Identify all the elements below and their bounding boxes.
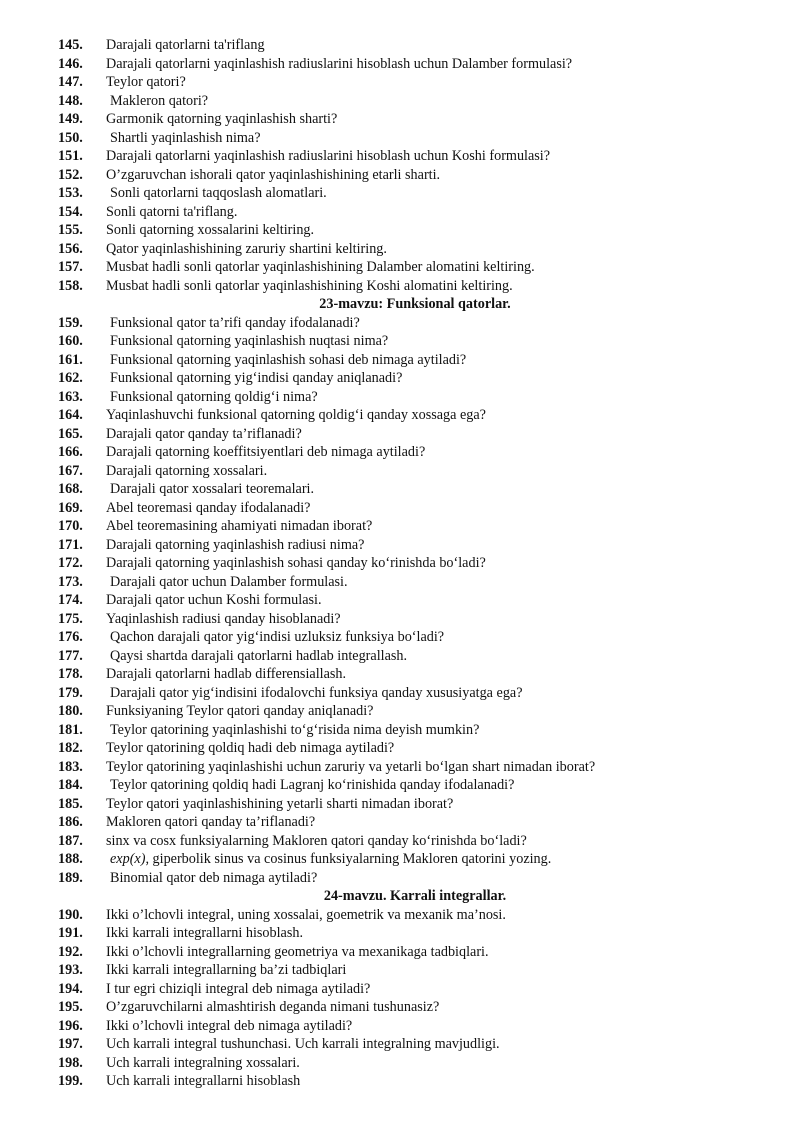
question-number: 182. [58, 740, 83, 756]
question-number: 174. [58, 592, 83, 608]
question-number: 177. [58, 647, 83, 664]
question-item [0, 776, 800, 795]
question-number: 147. [58, 74, 83, 90]
question-item [0, 388, 800, 407]
question-text: Darajali qator qanday ta’riflanadi? [106, 425, 302, 442]
question-number: 164. [58, 407, 83, 423]
question-number: 172. [58, 555, 83, 571]
question-number: 196. [58, 1017, 83, 1034]
question-number: 148. [58, 92, 83, 109]
question-text: Sonli qatorning xossalarini keltiring. [106, 222, 315, 238]
question-text: Qachon darajali qator yig‘indisi uzluksiz funksiya bo‘ladi? [110, 629, 445, 645]
question-item [0, 998, 800, 1017]
question-text: Qaysi shartda darajali qatorlarni hadlab integrallash. [110, 647, 408, 664]
question-number: 161. [58, 351, 83, 368]
question-item [0, 813, 800, 832]
question-number: 180. [58, 703, 83, 719]
question-number: 159. [58, 314, 83, 331]
question-item [0, 277, 800, 296]
question-text: Ikki o’lchovli integral, uning xossalai, goemetrik va mexanik ma’nosi. [106, 906, 506, 923]
question-text: Funksional qatorning yig‘indisi qanday aniqlanadi? [110, 370, 403, 386]
question-text: Makloren qatori qanday ta’riflanadi? [106, 814, 316, 830]
question-item [0, 1072, 800, 1091]
question-item [0, 869, 800, 888]
question-item [0, 110, 800, 129]
question-text: Darajali qatorning koeffitsiyentlari deb nimaga aytiladi? [106, 444, 426, 460]
question-item [0, 55, 800, 74]
question-item [0, 73, 800, 92]
question-text: Funksional qator ta’rifi qanday ifodalanadi? [110, 314, 360, 331]
question-text: Funksional qatorning yaqinlashish sohasi deb nimaga aytiladi? [110, 351, 467, 368]
question-number: 165. [58, 425, 83, 442]
question-number: 176. [58, 629, 83, 645]
question-item [0, 1017, 800, 1036]
question-text: Teylor qatori? [106, 74, 186, 90]
question-text: Uch karrali integral tushunchasi. Uch karrali integralning mavjudligi. [106, 1036, 500, 1052]
question-text: Darajali qatorlarni yaqinlashish radiuslarini hisoblash uchun Koshi formulasi? [106, 148, 551, 164]
question-item [0, 1054, 800, 1073]
question-text: sinx va cosx funksiyalarning Makloren qatori qanday ko‘rinishda bo‘ladi? [106, 832, 527, 849]
question-text: Qator yaqinlashishining zaruriy shartini keltiring. [106, 240, 387, 257]
question-item [0, 758, 800, 777]
question-number: 178. [58, 666, 83, 682]
question-number: 168. [58, 481, 83, 497]
question-text: exp(x), giperbolik sinus va cosinus funksiyalarning Makloren qatorini yozing. [110, 851, 552, 867]
question-item [0, 425, 800, 444]
question-number: 166. [58, 444, 83, 460]
section-heading: 23-mavzu: Funksional qatorlar. [319, 296, 511, 312]
question-text: Ikki karrali integrallarni hisoblash. [106, 925, 303, 941]
question-item [0, 906, 800, 925]
question-item [0, 332, 800, 351]
question-text: Sonli qatorni ta'riflang. [106, 203, 238, 220]
question-number: 173. [58, 573, 83, 590]
question-number: 192. [58, 943, 83, 960]
question-item [0, 554, 800, 573]
question-text: Uch karrali integrallarni hisoblash [106, 1073, 301, 1089]
question-item [0, 166, 800, 185]
question-text: Teylor qatorining qoldiq hadi deb nimaga aytiladi? [106, 740, 395, 756]
question-item [0, 739, 800, 758]
question-text: Darajali qatorlarni ta'riflang [106, 37, 265, 53]
question-number: 198. [58, 1054, 83, 1071]
question-item [0, 980, 800, 999]
question-text: Shartli yaqinlashish nima? [110, 129, 261, 146]
question-number: 185. [58, 795, 83, 812]
question-text: Musbat hadli sonli qatorlar yaqinlashishining Koshi alomatini keltiring. [106, 277, 513, 294]
question-item [0, 129, 800, 148]
question-item [0, 832, 800, 851]
question-item [0, 721, 800, 740]
question-item [0, 850, 800, 869]
question-text: Darajali qatorning yaqinlashish radiusi nima? [106, 536, 365, 553]
question-text: Darajali qatorlarni yaqinlashish radiuslarini hisoblash uchun Dalamber formulasi? [106, 55, 573, 72]
question-text: Ikki o’lchovli integral deb nimaga aytiladi? [106, 1017, 353, 1034]
question-number: 199. [58, 1073, 83, 1089]
question-item [0, 665, 800, 684]
question-list-document [0, 36, 800, 1091]
question-text: Teylor qatorining yaqinlashishi uchun zaruriy va yetarli bo‘lgan shart nimadan iborat? [106, 758, 596, 775]
question-text: Ikki o’lchovli integrallarning geometriya va mexanikaga tadbiqlari. [106, 943, 489, 960]
question-number: 179. [58, 684, 83, 701]
question-item [0, 628, 800, 647]
question-text: Funksional qatorning qoldig‘i nima? [110, 388, 318, 405]
question-text: Makleron qatori? [110, 92, 209, 109]
question-number: 155. [58, 222, 83, 238]
question-text: Ikki karrali integrallarning ba’zi tadbiqlari [106, 962, 347, 978]
question-number: 149. [58, 111, 83, 127]
question-text: O’zgaruvchan ishorali qator yaqinlashishining etarli sharti. [106, 166, 441, 183]
question-item [0, 351, 800, 370]
question-text: Abel teoremasi qanday ifodalanadi? [106, 499, 311, 516]
question-text: Yaqinlashish radiusi qanday hisoblanadi? [106, 610, 341, 627]
question-number: 191. [58, 925, 83, 941]
question-number: 189. [58, 869, 83, 886]
question-item [0, 961, 800, 980]
question-item [0, 647, 800, 666]
question-item [0, 147, 800, 166]
question-item [0, 221, 800, 240]
question-number: 197. [58, 1036, 83, 1052]
question-item [0, 943, 800, 962]
question-item [0, 702, 800, 721]
question-item [0, 610, 800, 629]
question-item [0, 258, 800, 277]
question-number: 160. [58, 333, 83, 349]
question-number: 184. [58, 777, 83, 793]
question-text: Abel teoremasining ahamiyati nimadan iborat? [106, 518, 373, 534]
question-number: 151. [58, 148, 83, 164]
question-number: 195. [58, 999, 83, 1015]
question-text: Garmonik qatorning yaqinlashish sharti? [106, 111, 338, 127]
question-item [0, 499, 800, 518]
question-text: Darajali qator yig‘indisini ifodalovchi funksiya qanday xususiyatga ega? [110, 684, 523, 701]
question-text: Uch karrali integralning xossalari. [106, 1054, 300, 1071]
question-text: Funksional qatorning yaqinlashish nuqtasi nima? [110, 333, 389, 349]
question-number: 190. [58, 906, 83, 923]
question-number: 188. [58, 851, 83, 867]
question-number: 157. [58, 259, 83, 275]
question-number: 169. [58, 499, 83, 516]
question-item [0, 924, 800, 943]
question-number: 183. [58, 758, 83, 775]
question-item [0, 369, 800, 388]
question-number: 167. [58, 462, 83, 479]
question-number: 170. [58, 518, 83, 534]
question-item [0, 517, 800, 536]
question-item [0, 684, 800, 703]
question-number: 150. [58, 129, 83, 146]
question-text: Musbat hadli sonli qatorlar yaqinlashishining Dalamber alomatini keltiring. [106, 259, 535, 275]
question-item [0, 203, 800, 222]
question-text: I tur egri chiziqli integral deb nimaga aytiladi? [106, 980, 371, 997]
question-item [0, 462, 800, 481]
question-number: 162. [58, 370, 83, 386]
question-text: Binomial qator deb nimaga aytiladi? [110, 869, 318, 886]
question-text: Teylor qatorining qoldiq hadi Lagranj ko‘rinishida qanday ifodalanadi? [110, 777, 515, 793]
question-item [0, 406, 800, 425]
question-item [0, 795, 800, 814]
question-text: Darajali qatorning xossalari. [106, 462, 268, 479]
question-text: Darajali qator xossalari teoremalari. [110, 481, 315, 497]
question-item [0, 36, 800, 55]
question-number: 152. [58, 166, 83, 183]
question-item [0, 184, 800, 203]
question-number: 156. [58, 240, 83, 257]
question-item [0, 92, 800, 111]
question-number: 153. [58, 185, 83, 201]
question-text: Darajali qatorlarni hadlab differensiallash. [106, 666, 347, 682]
question-number: 146. [58, 55, 83, 72]
question-item [0, 240, 800, 259]
question-number: 181. [58, 721, 83, 738]
question-text: Darajali qatorning yaqinlashish sohasi qanday ko‘rinishda bo‘ladi? [106, 555, 486, 571]
question-number: 193. [58, 962, 83, 978]
question-item [0, 314, 800, 333]
question-text: Yaqinlashuvchi funksional qatorning qoldig‘i qanday xossaga ega? [106, 407, 486, 423]
question-number: 194. [58, 980, 83, 997]
question-item [0, 443, 800, 462]
question-item [0, 536, 800, 555]
question-text: Sonli qatorlarni taqqoslash alomatlari. [110, 185, 327, 201]
question-number: 187. [58, 832, 83, 849]
question-number: 158. [58, 277, 83, 294]
question-text: Teylor qatori yaqinlashishining yetarli sharti nimadan iborat? [106, 795, 454, 812]
question-number: 175. [58, 610, 83, 627]
question-item [0, 1035, 800, 1054]
question-item [0, 573, 800, 592]
section-heading: 24-mavzu. Karrali integrallar. [323, 888, 507, 904]
question-text-italic: exp(x) [110, 851, 146, 867]
question-text: O’zgaruvchilarni almashtirish deganda nimani tushunasiz? [106, 999, 440, 1015]
question-number: 154. [58, 203, 83, 220]
question-number: 171. [58, 536, 83, 553]
question-text: Darajali qator uchun Dalamber formulasi. [110, 573, 348, 590]
question-number: 145. [58, 37, 83, 53]
question-text: Darajali qator uchun Koshi formulasi. [106, 592, 322, 608]
question-text: Funksiyaning Teylor qatori qanday aniqlanadi? [106, 703, 374, 719]
question-text: Teylor qatorining yaqinlashishi to‘g‘risida nima deyish mumkin? [110, 721, 480, 738]
question-number: 163. [58, 388, 83, 405]
question-item [0, 591, 800, 610]
question-item [0, 480, 800, 499]
question-number: 186. [58, 814, 83, 830]
